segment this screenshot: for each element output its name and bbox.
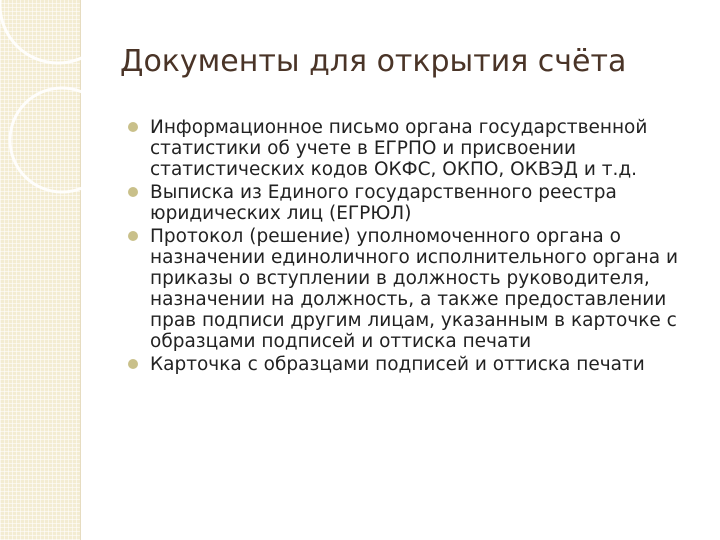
list-item: [128, 117, 698, 180]
list-item: [128, 182, 698, 224]
list-item-text: Протокол (решение) уполномоченного органа о назначении единоличного исполнительного органа и приказы о вступлении в должность руководителя, назначении на должность, а также предоставлении прав подписи другим лицам, указанным в карточке с образцами подписей и оттиска печати: [150, 226, 678, 352]
decorative-rings: [0, 0, 140, 220]
list-item: [128, 354, 698, 375]
list-item-text: Информационное письмо органа государственной статистики об учете в ЕГРПО и присвоении статистических кодов ОКФС, ОКПО, ОКВЭД и т.д.: [150, 117, 648, 180]
bullet-icon: [128, 187, 138, 197]
bullet-icon: [128, 359, 138, 369]
bullet-icon: [128, 122, 138, 132]
document-list: [128, 117, 698, 375]
slide-title: Документы для открытия счёта: [120, 44, 627, 79]
list-item-text: Карточка с образцами подписей и оттиска печати: [150, 354, 645, 375]
bullet-icon: [128, 231, 138, 241]
list-item: [128, 226, 698, 352]
list-item-text: Выписка из Единого государственного реестра юридических лиц (ЕГРЮЛ): [150, 182, 617, 224]
